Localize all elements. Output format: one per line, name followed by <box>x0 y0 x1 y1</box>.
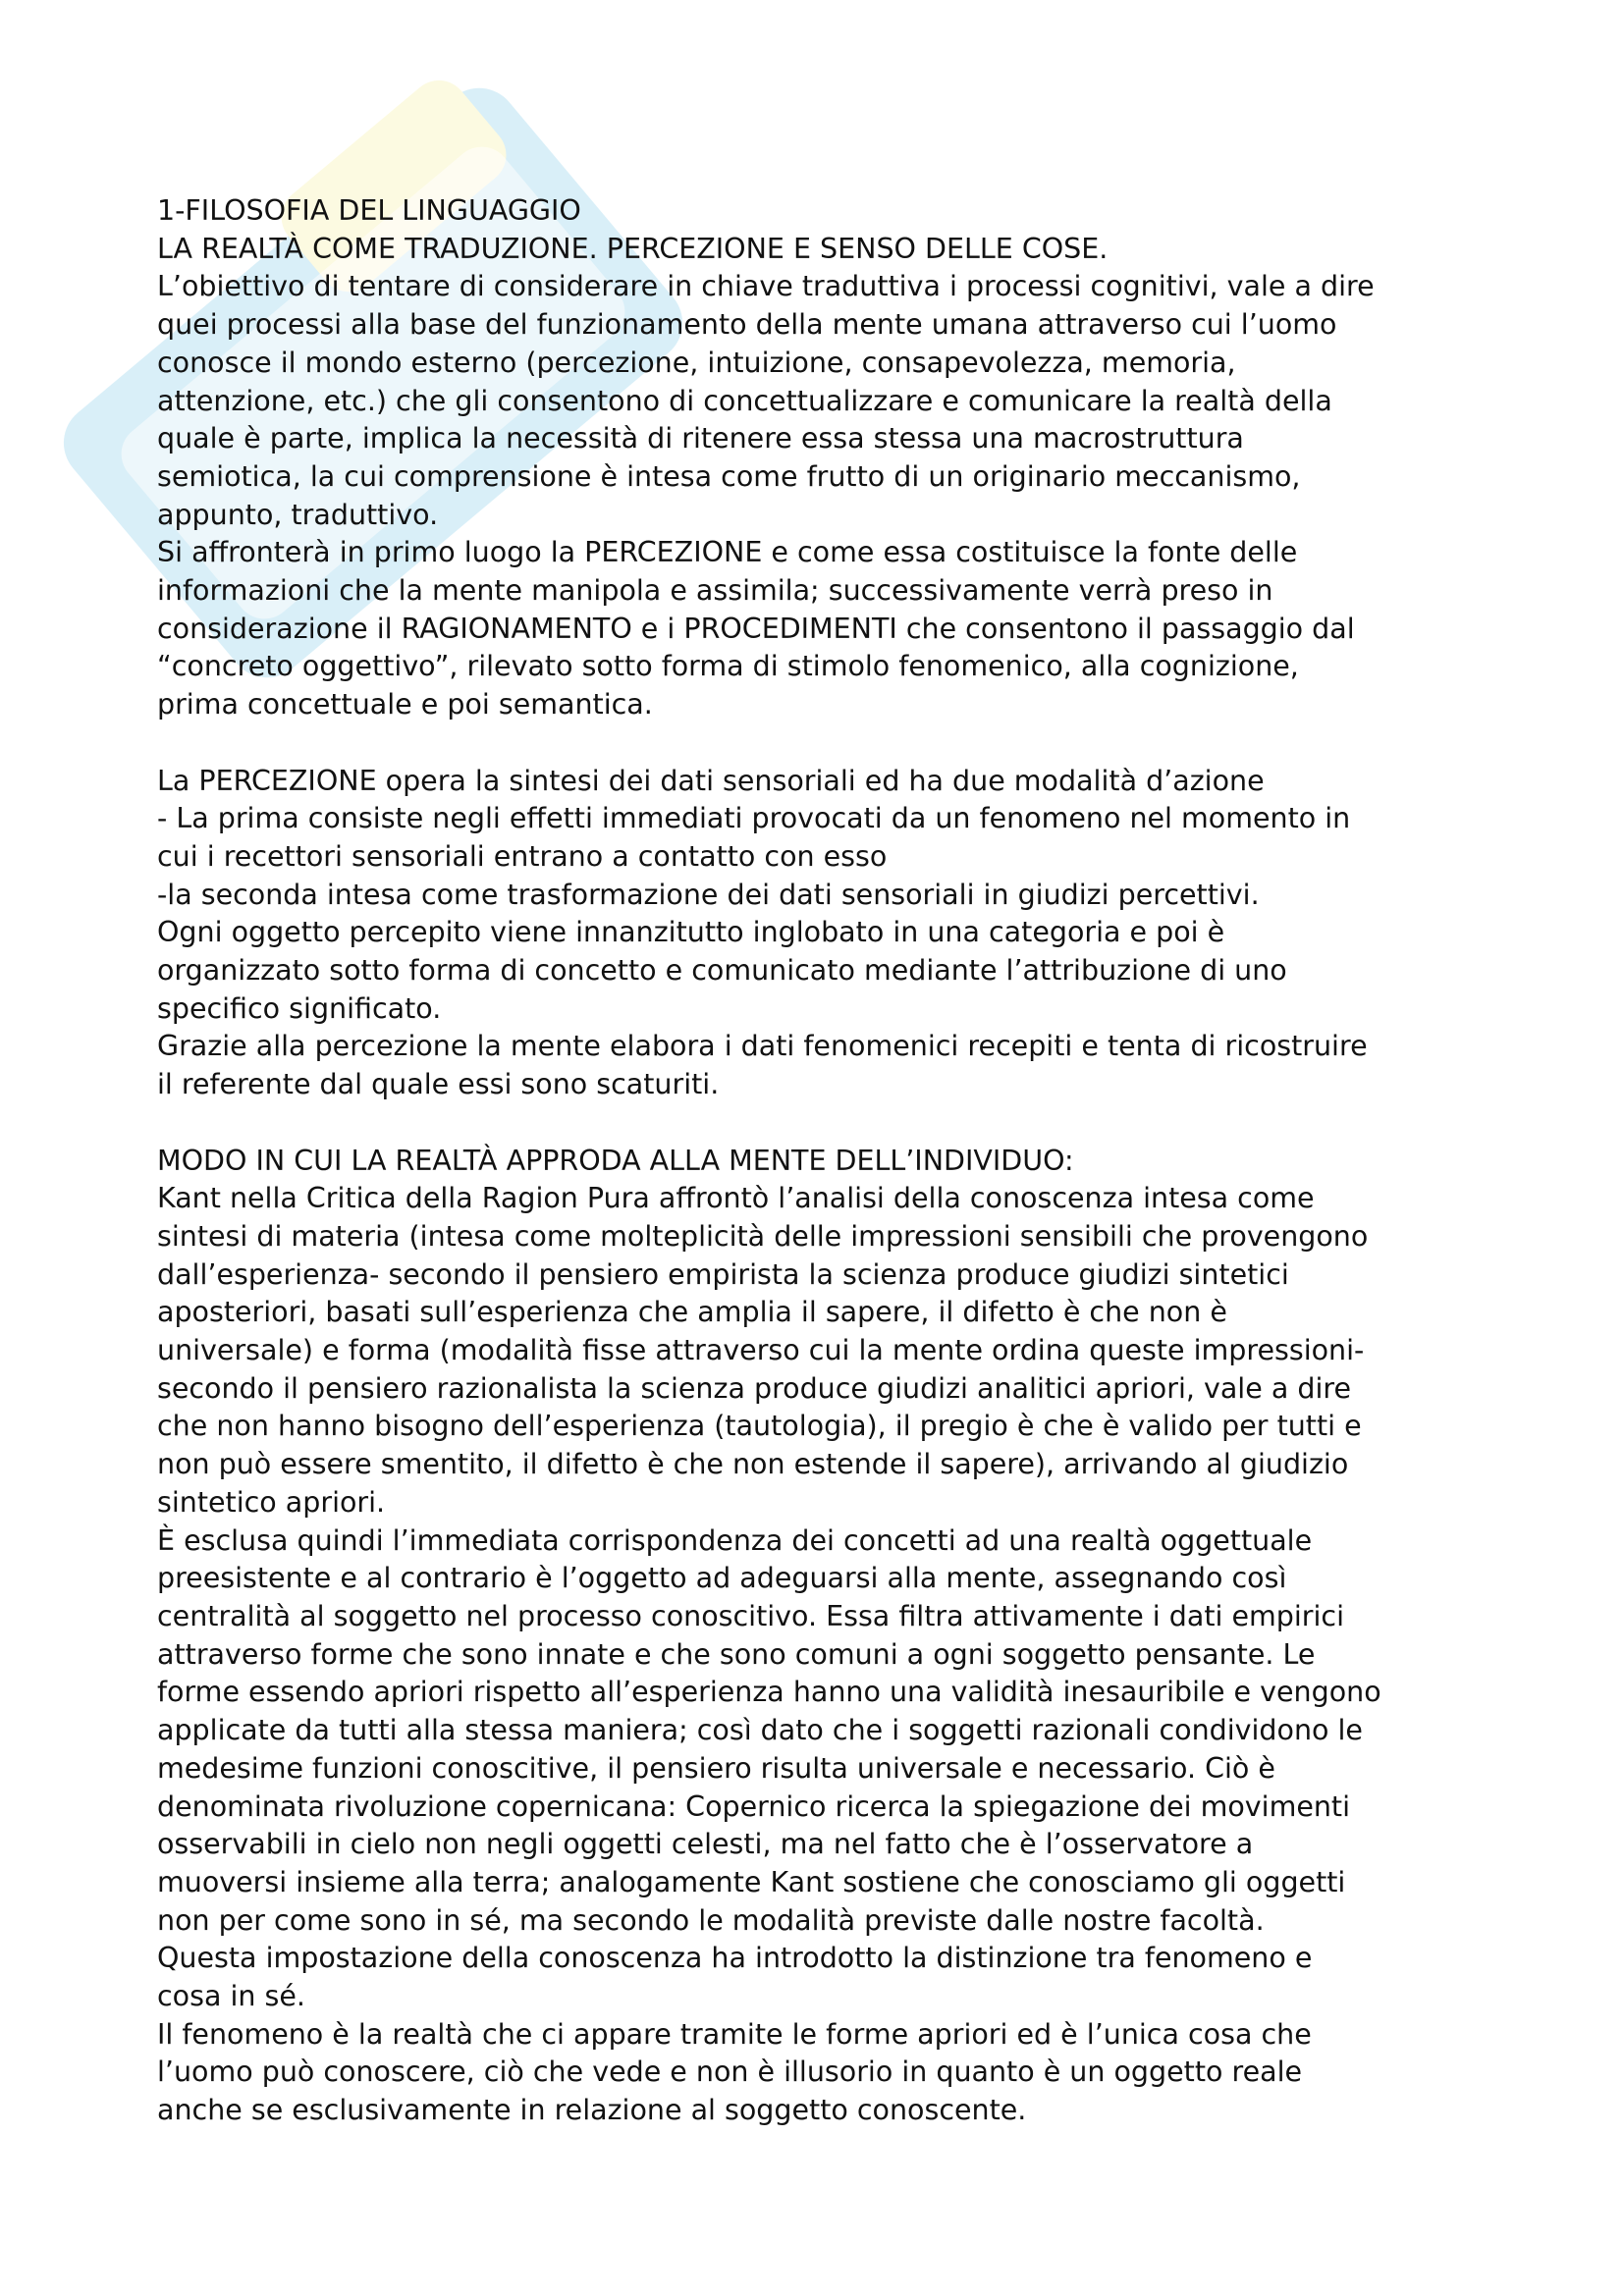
document-heading: 1-FILOSOFIA DEL LINGUAGGIO <box>157 194 581 227</box>
paragraph-oggetto-percepito: Ogni oggetto percepito viene innanzitutto inglobato in una categoria e poi è organizzato sotto forma di concetto e comunicato mediante l’attribuzione di uno specifico significato. <box>157 916 1287 1025</box>
paragraph-percezione-definition: La PERCEZIONE opera la sintesi dei dati sensoriali ed ha due modalità d’azione <box>157 764 1265 797</box>
paragraph-gap <box>157 724 1492 763</box>
document-subheading: LA REALTÀ COME TRADUZIONE. PERCEZIONE E SENSO DELLE COSE. <box>157 232 1109 265</box>
paragraph-fenomeno-cosa-in-se: Questa impostazione della conoscenza ha introdotto la distinzione tra fenomeno e cosa in sé. <box>157 1942 1313 2013</box>
paragraph-gap <box>157 1104 1492 1143</box>
list-item-second-modality: -la seconda intesa come trasformazione dei dati sensoriali in giudizi percettivi. <box>157 878 1260 911</box>
paragraph-fenomeno: Il fenomeno è la realtà che ci appare tramite le forme apriori ed è l’unica cosa che l’uomo può conoscere, ciò che vede e non è illusorio in quanto è un oggetto reale anche se esclusivamente in relazione al soggetto conoscente. <box>157 2017 1312 2127</box>
document-page <box>157 192 1492 2130</box>
paragraph-rivoluzione-copernicana: È esclusa quindi l’immediata corrispondenza dei concetti ad una realtà oggettuale preesistente e al contrario è l’oggetto ad adeguarsi alla mente, assegnando così centralità al soggetto nel processo conoscitivo. Essa filtra attivamente i dati empirici attraverso forme che sono innate e che sono comuni a ogni soggetto pensante. Le forme essendo apriori rispetto all’esperienza hanno una validità inesauribile e vengono applicate da tutti alla stessa maniera; così dato che i soggetti razionali condividono le medesime funzioni conoscitive, il pensiero risulta universale e necessario. Ciò è denominata rivoluzione copernicana: Copernico ricerca la spiegazione dei movimenti osservabili in cielo non negli oggetti celesti, ma nel fatto che è l’osservatore a muoversi insieme alla terra; analogamente Kant sostiene che conosciamo gli oggetti non per come sono in sé, ma secondo le modalità previste dalle nostre facoltà. <box>157 1523 1381 1937</box>
paragraph-kant-critica: Kant nella Critica della Ragion Pura affrontò l’analisi della conoscenza intesa come sintesi di materia (intesa come molteplicità delle impressioni sensibili che provengono dall’esperienza- secondo il pensiero empirista la scienza produce giudizi sintetici aposteriori, basati sull’esperienza che amplia il sapere, il difetto è che non è universale) e forma (modalità fisse attraverso cui la mente ordina queste impressioni- secondo il pensiero razionalista la scienza produce giudizi analitici apriori, vale a dire che non hanno bisogno dell’esperienza (tautologia), il pregio è che è valido per tutti e non può essere smentito, il difetto è che non estende il sapere), arrivando al giudizio sintetico apriori. <box>157 1182 1369 1519</box>
paragraph-intro: L’obiettivo di tentare di considerare in chiave traduttiva i processi cognitivi, vale a dire quei processi alla base del funzionamento della mente umana attraverso cui l’uomo conosce il mondo esterno (percezione, intuizione, consapevolezza, memoria, attenzione, etc.) che gli consentono di concettualizzare e comunicare la realtà della quale è parte, implica la necessità di ritenere essa stessa una macrostruttura semiotica, la cui comprensione è intesa come frutto di un originario meccanismo, appunto, traduttivo. <box>157 270 1375 531</box>
list-item-first-modality: - La prima consiste negli effetti immediati provocati da un fenomeno nel momento in cui i recettori sensoriali entrano a contatto con esso <box>157 802 1351 873</box>
paragraph-percezione-overview: Si affronterà in primo luogo la PERCEZIONE e come essa costituisce la fonte delle informazioni che la mente manipola e assimila; successivamente verrà preso in considerazione il RAGIONAMENTO e i PROCEDIMENTI che consentono il passaggio dal “concreto oggettivo”, rilevato sotto forma di stimolo fenomenico, alla cognizione, prima concettuale e poi semantica. <box>157 536 1355 721</box>
paragraph-referente: Grazie alla percezione la mente elabora i dati fenomenici recepiti e tenta di ricostruire il referente dal quale essi sono scaturiti. <box>157 1030 1368 1101</box>
section-heading-realta-mente: MODO IN CUI LA REALTÀ APPRODA ALLA MENTE DELL’INDIVIDUO: <box>157 1144 1074 1177</box>
